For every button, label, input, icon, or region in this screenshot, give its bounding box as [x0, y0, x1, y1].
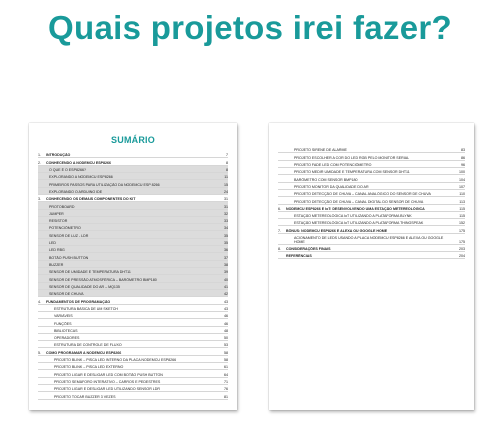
- toc-entry-page: 33: [224, 219, 228, 224]
- toc-entry: [38, 378, 228, 385]
- toc-entry: [38, 385, 228, 392]
- toc-entry-title: RESISTOR: [49, 219, 68, 224]
- toc-entry-title: INTRODUÇÃO: [46, 153, 71, 158]
- toc-entry-title: VARIÁVEIS: [54, 314, 73, 319]
- toc-entry-page: 35: [224, 241, 228, 246]
- toc-entry-title: PROJETO BLINK – PISCA LED EXTERNO: [54, 365, 124, 370]
- toc-entry-title: SENSOR DE QUALIDADE DO AR – MQ135: [49, 284, 120, 289]
- toc-entry-page: 11: [224, 175, 228, 180]
- toc-entry: [38, 297, 228, 304]
- toc-entry: [38, 217, 228, 224]
- toc-entry-page: 46: [224, 314, 228, 319]
- toc-entry-title: CONHECENDO OS DEMAIS COMPONENTES DO KIT: [46, 197, 136, 202]
- toc-entry-title: LED RBG: [49, 248, 65, 253]
- toc-entry: [38, 261, 228, 268]
- toc-entry-title: PROJETO LIGAR E DESLIGAR LED UTILIZANDO SENSOR LDR: [54, 387, 160, 392]
- toc-entry-page: 152: [459, 221, 465, 226]
- toc-entry: [38, 173, 228, 180]
- toc-entry-title: PROJETO MEDIR UMIDADE E TEMPERATURA COM SENSOR DHT11: [294, 170, 410, 175]
- toc-entry-page: 43: [224, 299, 228, 304]
- toc-entry-title: NODEMCU ESP8266 E IoT: DESENVOLVENDO UMA ESTAÇÃO METEREOLÓGICA: [286, 206, 425, 211]
- toc-entry: [38, 363, 228, 370]
- toc-entry-title: ESTRUTURA DE CONTROLE DE FLUXO: [54, 343, 122, 348]
- toc-entry-title: PROJETO BLINK – PISCA LED INTERNO DA PLACA NODEMCU ESP8266: [54, 358, 177, 363]
- toc-entry: [38, 348, 228, 355]
- toc-entry-page: 58: [224, 350, 228, 355]
- toc-entry-title: PROTOBOARD: [49, 204, 75, 209]
- toc-entry: [38, 334, 228, 341]
- toc-entry-page: 43: [224, 306, 228, 311]
- toc-entry-title: O QUE É O ESP8266?: [49, 167, 86, 172]
- toc-entry-page: 50: [224, 336, 228, 341]
- toc-entry-title: OPERADORES: [54, 336, 80, 341]
- toc-entry-number: 5.: [38, 350, 41, 355]
- toc-entry: [38, 158, 228, 165]
- toc-entry-page: 40: [224, 277, 228, 282]
- toc-entry-page: 175: [459, 228, 465, 233]
- toc-entry-title: COMO PROGRAMAR A NODEMCU ESP8266: [46, 350, 122, 355]
- toc-entry-page: 39: [224, 270, 228, 275]
- toc-entry-title: LED: [49, 241, 56, 246]
- toc-entry-page: 76: [224, 387, 228, 392]
- toc-entry: [38, 180, 228, 187]
- toc-entry-page: 46: [224, 321, 228, 326]
- toc-entry-number: 8.: [278, 247, 281, 252]
- toc-entry-title: EXPLORANDO O ARDUINO IDE: [49, 189, 103, 194]
- toc-entry: [38, 341, 228, 348]
- toc-entry-page: 100: [459, 170, 465, 175]
- toc-entry-title: PROJETO MONITOR DA QUALIDADE DO AR: [294, 184, 369, 189]
- toc-entry: [38, 370, 228, 377]
- toc-entry-page: 81: [224, 394, 228, 399]
- toc-entry: [38, 151, 228, 158]
- toc-entry: [38, 210, 228, 217]
- toc-entry-title: SENSOR DE CHUVA: [49, 292, 84, 297]
- toc-entry-title: PROJETO FADE LED COM POTENCIÔMETRO: [294, 162, 372, 167]
- toc-entry-title: PROJETO SIRENE DE ALARME: [294, 148, 347, 153]
- toc-entry: [278, 212, 465, 219]
- toc-entry-page: 204: [459, 254, 465, 259]
- toc-entry: [38, 202, 228, 209]
- toc-entry-page: 15: [224, 182, 228, 187]
- toc-entry-title: BIBLIOTECAS: [54, 328, 78, 333]
- toc-entry-title: BOTÃO PUSH BUTTON: [49, 255, 89, 260]
- toc-entry-page: 41: [224, 284, 228, 289]
- toc-entry: [38, 268, 228, 275]
- page-headline: Quais projetos irei fazer?: [48, 9, 452, 46]
- toc-entry-title: PROJETO TOCAR BUZZER 3 VEZES: [54, 394, 116, 399]
- toc-entry: [278, 168, 465, 175]
- toc-entry-title: SENSOR DE LUZ - LDR: [49, 233, 89, 238]
- toc-entry: [278, 146, 465, 153]
- toc-entry-title: PRIMEIROS PASSOS PARA UTILIZAÇÃO DA NODEMCU ESP 8266: [49, 182, 160, 187]
- toc-entry-page: 35: [224, 233, 228, 238]
- toc-entry: [38, 392, 228, 399]
- toc-entry: [38, 356, 228, 363]
- toc-title: SUMÁRIO: [111, 135, 155, 145]
- toc-entry: [38, 275, 228, 282]
- toc-entry-title: PROJETO LIGAR E DESLIGAR LED COM BOTÃO PUSH BUTTON: [54, 372, 163, 377]
- toc-entry-page: 64: [224, 372, 228, 377]
- toc-entry: [278, 197, 465, 204]
- toc-entry: [38, 166, 228, 173]
- toc-entry: [38, 312, 228, 319]
- toc-entry: [38, 231, 228, 238]
- toc-entry-page: 24: [224, 189, 228, 194]
- toc-entry: [38, 246, 228, 253]
- toc-list-left: [38, 151, 228, 400]
- toc-entry-page: 86: [461, 155, 465, 160]
- toc-entry: [278, 190, 465, 197]
- toc-entry-page: 8: [226, 160, 228, 165]
- toc-entry: [278, 153, 465, 160]
- toc-entry-page: 115: [459, 206, 465, 211]
- toc-entry-title: CONHECENDO A NODEMCU ESP8266: [46, 160, 112, 165]
- toc-entry-number: 3.: [38, 197, 41, 202]
- toc-entry: [38, 290, 228, 297]
- toc-entry: [278, 219, 465, 226]
- toc-entry-number: 2.: [38, 160, 41, 165]
- toc-entry-number: 6.: [278, 206, 281, 211]
- toc-entry: [38, 327, 228, 334]
- toc-entry-title: JUMPER: [49, 211, 64, 216]
- toc-entry-title: PROJETO ESCOLHER A COR DO LED RGB PELO MONITOR SERIAL: [294, 155, 410, 160]
- toc-entry-title: BÔNUS: NODEMCU ESP8266 E ALEXA OU GOOGLE HOME: [286, 228, 388, 233]
- toc-entry: [278, 234, 465, 245]
- toc-entry-page: 96: [461, 162, 465, 167]
- toc-entry-page: 53: [224, 343, 228, 348]
- toc-entry-title: BARÔMETRO COM SENSOR BMP180: [294, 177, 358, 182]
- toc-entry-page: 48: [224, 328, 228, 333]
- toc-entry-title: SENSOR DE UMIDADE E TEMPERATURA DHT11: [49, 270, 131, 275]
- toc-entry-page: 107: [459, 184, 465, 189]
- toc-entry-title: POTENCIÔMETRO: [49, 226, 81, 231]
- toc-entry: [278, 161, 465, 168]
- toc-entry-page: 42: [224, 292, 228, 297]
- toc-entry-page: 31: [224, 197, 228, 202]
- toc-entry-title: REFERÊNCIAS: [286, 254, 312, 259]
- toc-page-right: [269, 123, 474, 410]
- toc-entry: [38, 239, 228, 246]
- toc-entry-page: 113: [459, 199, 465, 204]
- toc-entry: [38, 319, 228, 326]
- toc-entry-page: 83: [461, 148, 465, 153]
- toc-entry-page: 7: [226, 153, 228, 158]
- toc-entry: [38, 305, 228, 312]
- toc-entry: [278, 183, 465, 190]
- toc-entry-title: ACIONAMENTO DE LEDS USANDO A PLACA NODEMCU ESP8266 E ALEXA OU GOOGLE HOME: [294, 235, 444, 244]
- toc-entry-page: 104: [459, 177, 465, 182]
- toc-entry-number: 1.: [38, 153, 41, 158]
- toc-entry-page: 175: [459, 239, 465, 244]
- toc-entry-page: 115: [459, 214, 465, 219]
- toc-entry-page: 71: [224, 380, 228, 384]
- toc-entry-page: 37: [224, 255, 228, 260]
- toc-entry: [38, 253, 228, 260]
- toc-entry-number: 7.: [278, 228, 281, 233]
- toc-entry-page: 110: [459, 192, 465, 197]
- toc-entry: [278, 175, 465, 182]
- toc-list-right: [278, 146, 465, 259]
- toc-entry-title: ESTRUTURA BÁSICA DE UM SKETCH: [54, 306, 118, 311]
- toc-entry-page: 31: [224, 204, 228, 209]
- toc-entry: [278, 205, 465, 212]
- toc-entry-title: BUZZER: [49, 263, 64, 267]
- toc-page-left: [29, 123, 237, 410]
- toc-entry-title: ESTAÇÃO METEREOLÓGICA IoT UTILIZANDO A PLATAFORMA THINGSPEAK: [294, 221, 424, 226]
- toc-entry-page: 58: [224, 358, 228, 363]
- toc-entry: [38, 195, 228, 202]
- toc-entry: [38, 224, 228, 231]
- toc-entry-title: ESTAÇÃO METEREOLÓGICA IoT UTILIZANDO A PLATAFORMA BLYNK: [294, 214, 412, 219]
- toc-entry-page: 38: [224, 263, 228, 267]
- toc-entry-title: SENSOR DE PRESSÃO ATMOSFÉRICA – BARÔMETRO BMP180: [49, 277, 157, 282]
- toc-entry-title: CONSIDERAÇÕES FINAIS: [286, 247, 331, 252]
- toc-entry-page: 32: [224, 211, 228, 216]
- toc-entry-page: 203: [459, 247, 465, 252]
- toc-entry-title: EXPLORANDO A NODEMCU ESP8266: [49, 175, 113, 180]
- toc-entry: [278, 226, 465, 233]
- toc-entry-number: 4.: [38, 299, 41, 304]
- toc-entry-title: PROJETO DETECÇÃO DE CHUVA – CANAL DIGITAL DO SENSOR DE CHUVA: [294, 199, 424, 204]
- toc-entry-page: 8: [226, 167, 228, 172]
- toc-entry-page: 61: [224, 365, 228, 370]
- toc-entry: [38, 188, 228, 195]
- toc-entry: [38, 283, 228, 290]
- toc-entry-title: PROJETO DETECÇÃO DE CHUVA – CANAL ANALÓGICO DO SENSOR DE CHUVA: [294, 192, 431, 197]
- toc-entry-title: FUNÇÕES: [54, 321, 72, 326]
- toc-entry: [278, 245, 465, 252]
- toc-entry-page: 34: [224, 226, 228, 231]
- toc-entry: [278, 252, 465, 259]
- toc-entry-title: FUNDAMENTOS DE PROGRAMAÇÃO: [46, 299, 111, 304]
- toc-entry-page: 36: [224, 248, 228, 253]
- toc-entry-title: PROJETO SEMÁFORO INTERATIVO – CARROS E PEDESTRES: [54, 380, 161, 384]
